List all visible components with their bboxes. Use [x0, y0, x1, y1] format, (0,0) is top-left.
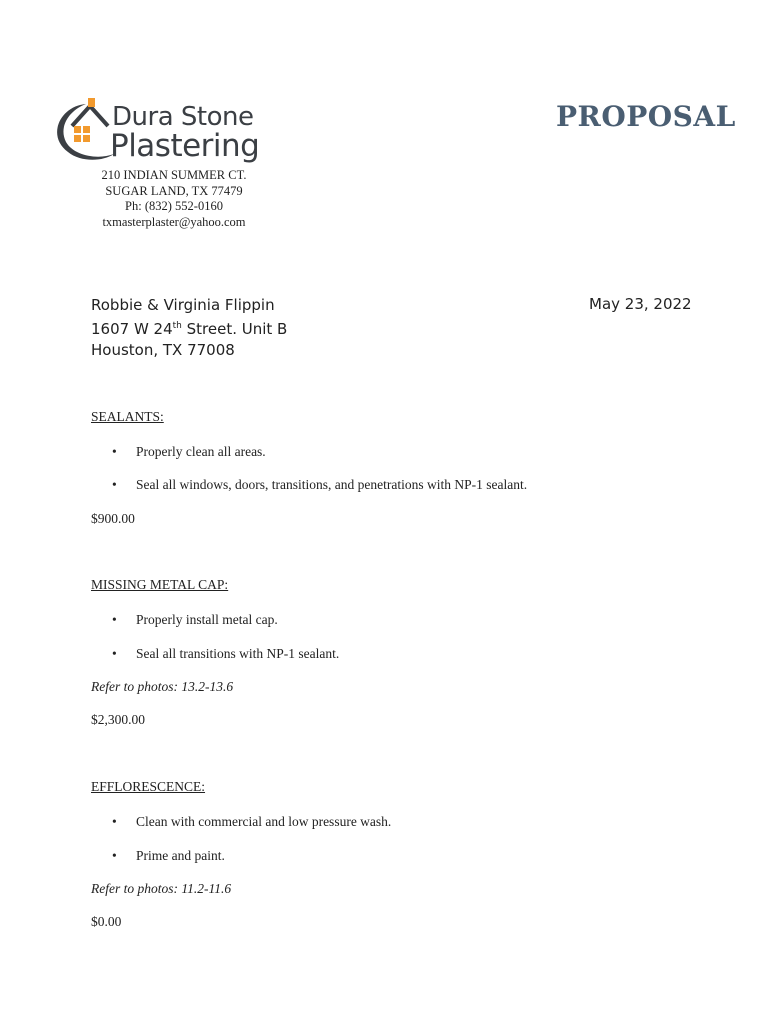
logo-text-line1: Dura Stone	[112, 102, 254, 132]
address-line2: SUGAR LAND, TX 77479	[105, 183, 243, 198]
list-item	[112, 646, 339, 662]
section-price: $0.00	[91, 914, 122, 929]
bullet-icon: •	[112, 444, 117, 459]
photo-reference: Refer to photos: 11.2-11.6	[91, 881, 232, 896]
list-item	[112, 477, 527, 493]
list-item-text: Prime and paint.	[136, 848, 225, 863]
photo-reference: Refer to photos: 13.2-13.6	[91, 679, 234, 694]
logo-text-line2: Plastering	[110, 128, 260, 164]
list-item-text: Clean with commercial and low pressure wash.	[136, 814, 392, 829]
bullet-icon: •	[112, 477, 117, 492]
proposal-date: May 23, 2022	[589, 295, 692, 313]
list-item-text: Properly clean all areas.	[136, 444, 266, 459]
section-title-sealants: SEALANTS:	[91, 409, 164, 424]
section-title-efflorescence: EFFLORESCENCE:	[91, 779, 206, 794]
document-title: PROPOSAL	[556, 100, 736, 133]
company-contact	[60, 168, 288, 230]
list-item-text: Seal all windows, doors, transitions, and penetrations with NP-1 sealant.	[136, 477, 528, 492]
client-street	[91, 316, 287, 340]
list-item-text: Seal all transitions with NP-1 sealant.	[136, 646, 340, 661]
section-title-metal-cap: MISSING METAL CAP:	[91, 577, 229, 592]
bullet-icon: •	[112, 646, 117, 661]
section-price: $900.00	[91, 511, 135, 526]
street-suffix-sup: th	[172, 321, 182, 331]
address-line1: 210 INDIAN SUMMER CT.	[101, 168, 247, 182]
email: txmasterplaster@yahoo.com	[102, 214, 246, 229]
list-item	[112, 814, 391, 830]
street-number: 1607 W 24	[91, 320, 173, 338]
bullet-icon: •	[112, 612, 117, 627]
section-price: $2,300.00	[91, 712, 145, 727]
client-address	[91, 295, 287, 361]
phone: Ph: (832) 552-0160	[125, 199, 223, 213]
logo-roof	[72, 106, 108, 126]
list-item	[112, 444, 266, 460]
logo-window	[74, 126, 90, 142]
bullet-icon: •	[112, 848, 117, 863]
list-item-text: Properly install metal cap.	[136, 612, 278, 627]
list-item	[112, 612, 278, 628]
logo-chimney	[88, 98, 95, 107]
list-item	[112, 848, 225, 864]
client-name: Robbie & Virginia Flippin	[91, 296, 275, 314]
client-city: Houston, TX 77008	[91, 341, 235, 359]
bullet-icon: •	[112, 814, 117, 829]
street-name: Street. Unit B	[181, 320, 288, 338]
